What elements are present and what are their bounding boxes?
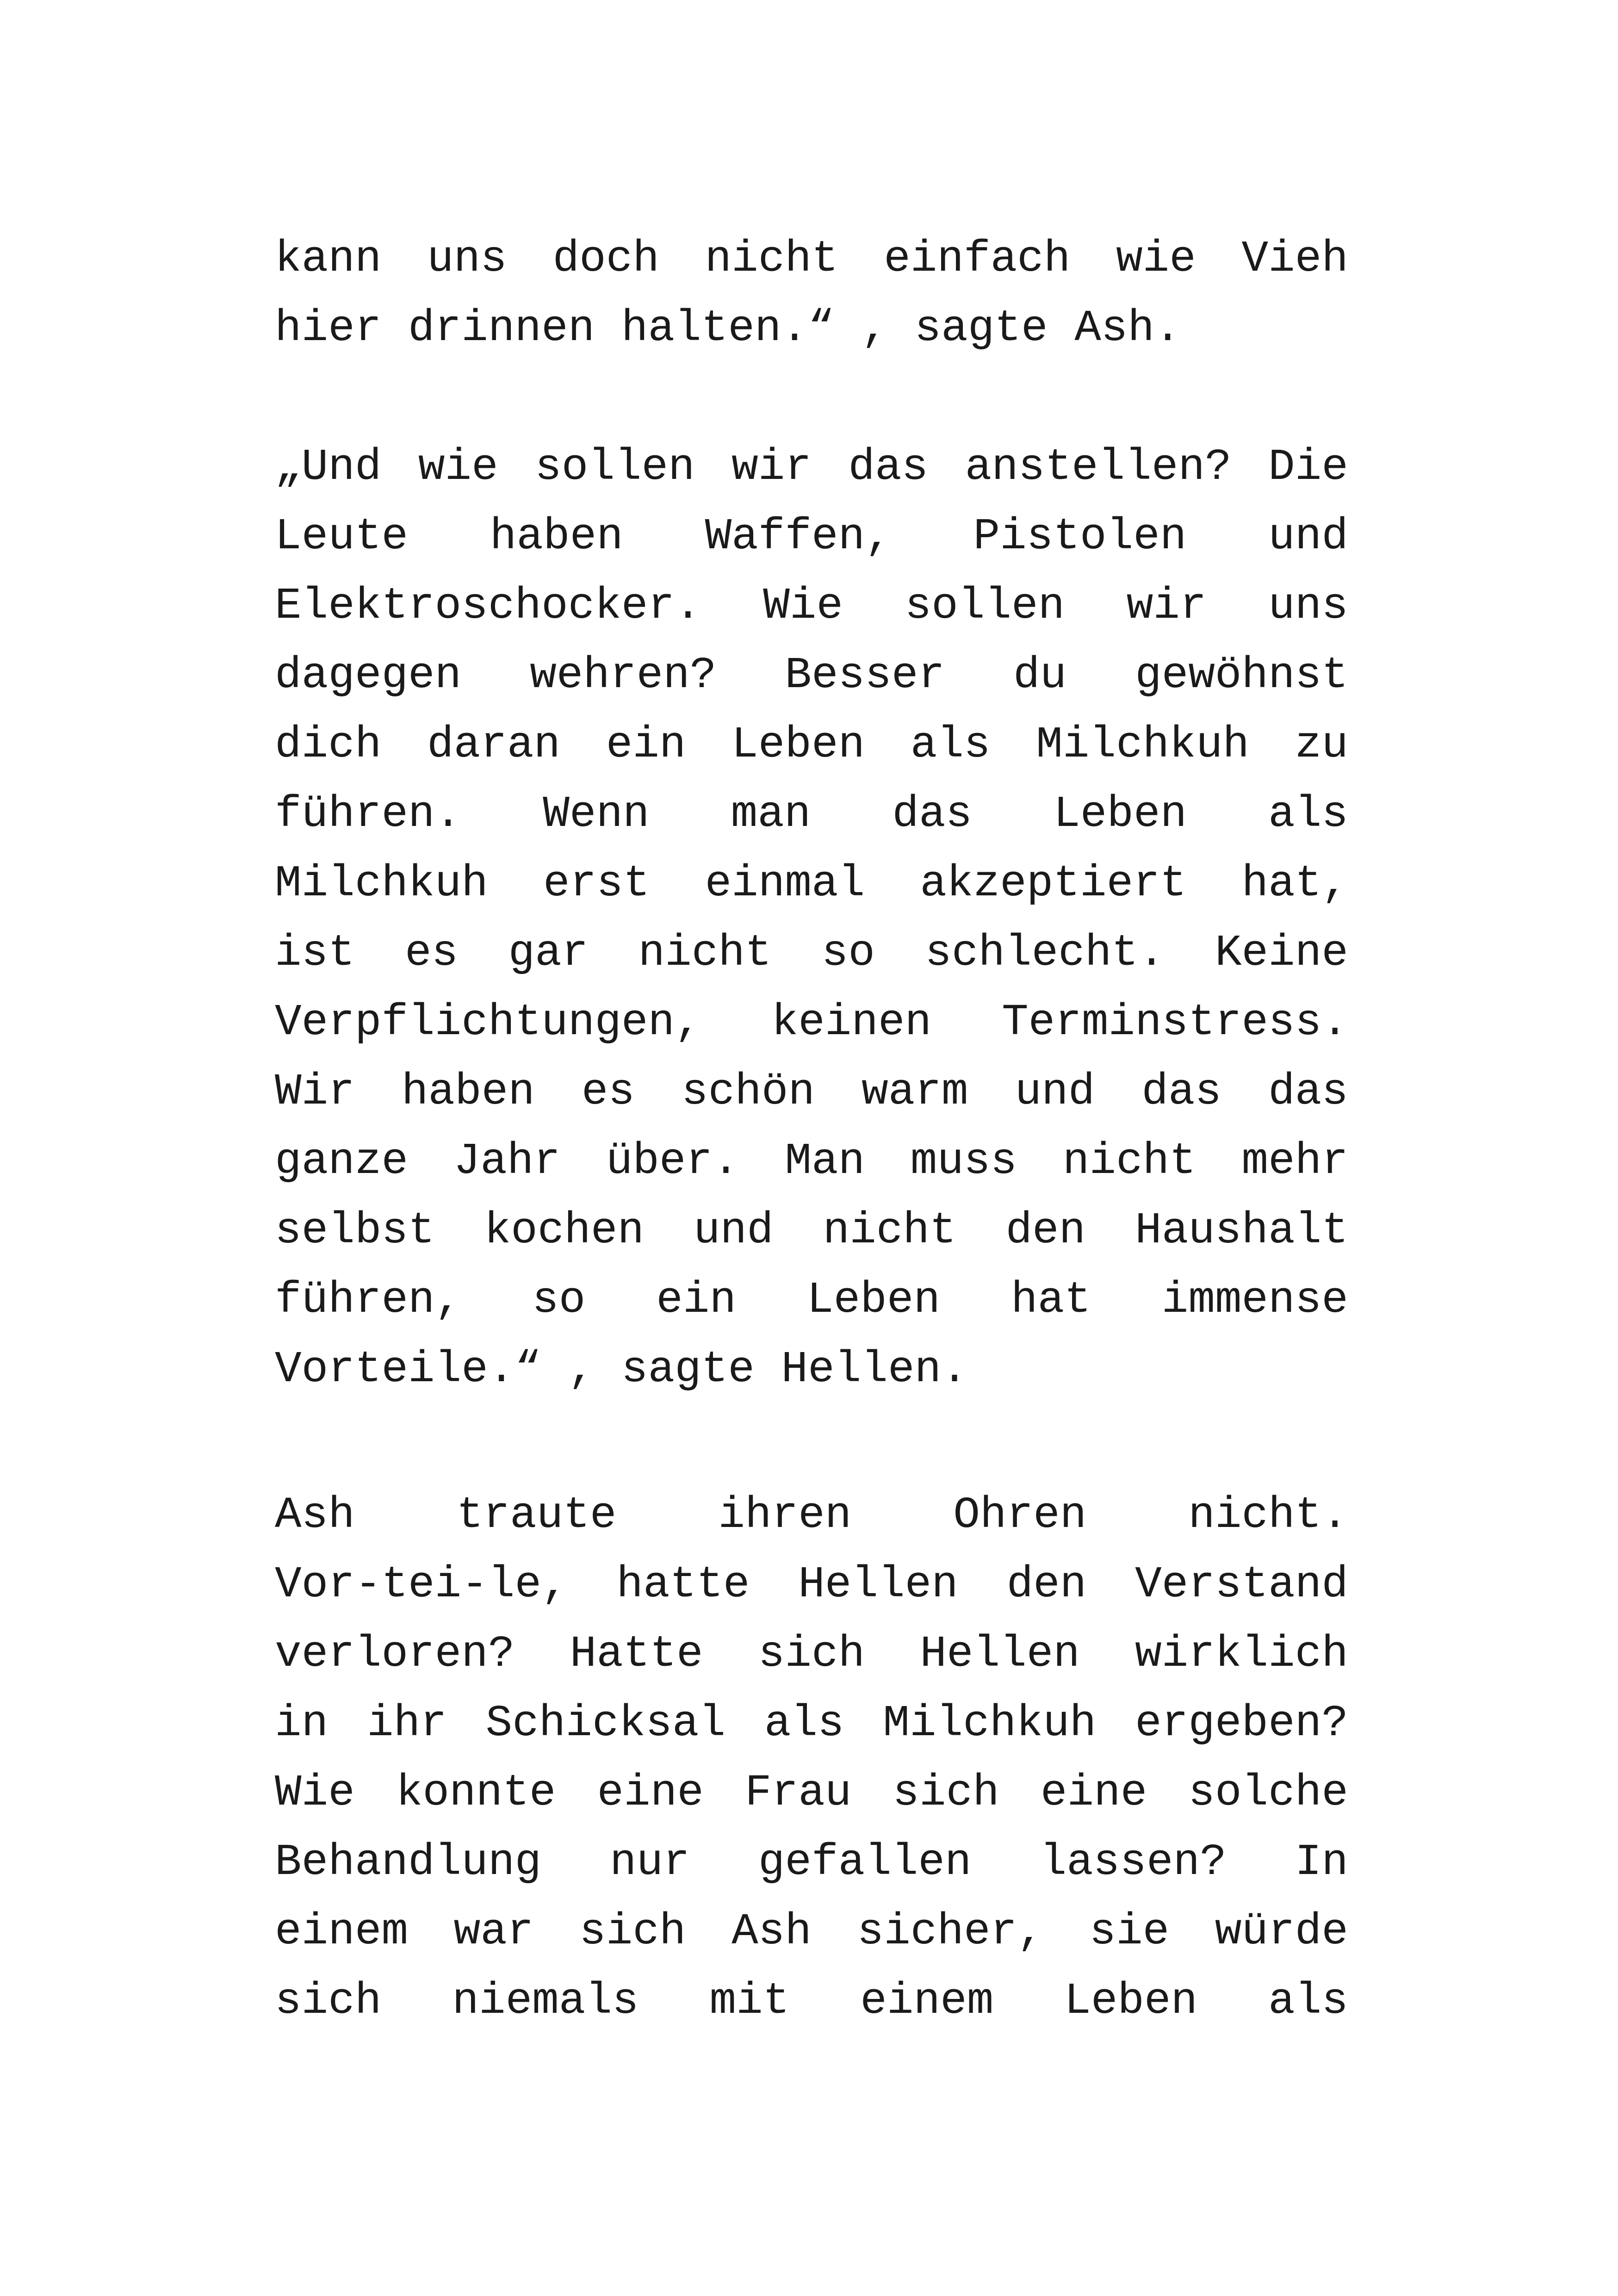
word: uns (1268, 581, 1348, 631)
word: Hellen. (781, 1344, 968, 1395)
text-line (275, 849, 1348, 918)
text-line (275, 1550, 1348, 1620)
word: erst (543, 858, 650, 909)
text-line (275, 224, 1348, 294)
word: du (1013, 650, 1067, 701)
word: Vor-tei-le, (275, 1559, 568, 1610)
word: , (861, 303, 888, 354)
text-line (275, 1620, 1348, 1689)
word: es (405, 928, 459, 978)
word: Hellen (920, 1629, 1080, 1679)
word: Jahr (453, 1136, 561, 1186)
word: Terminstress. (1002, 997, 1348, 1048)
word: als (1268, 789, 1348, 839)
word: Ohren (953, 1490, 1087, 1540)
word: sich (893, 1768, 999, 1818)
word: sie (1089, 1906, 1170, 1957)
word: wehren? (530, 650, 717, 701)
word: einfach (884, 234, 1071, 284)
text-line (275, 780, 1348, 849)
word: nicht (823, 1205, 956, 1256)
word: niemals (452, 1976, 639, 2026)
word: den (1006, 1559, 1087, 1610)
word: in (275, 1698, 329, 1749)
word: man (731, 789, 811, 839)
word: als (1268, 1976, 1348, 2026)
word: das (1141, 1067, 1222, 1117)
word: einmal (705, 858, 865, 909)
word: Milchkuh (883, 1698, 1097, 1749)
word: verloren? (275, 1629, 515, 1679)
word: daran (427, 720, 561, 770)
text-line (275, 1897, 1348, 1967)
word: Wie (275, 1768, 355, 1818)
word: wir (1126, 581, 1207, 631)
word: über. (606, 1136, 739, 1186)
word: nicht. (1188, 1490, 1348, 1540)
word: halten.“ (621, 303, 835, 354)
word: würde (1215, 1906, 1348, 1957)
text-line (275, 502, 1348, 571)
word: anstellen? (965, 442, 1232, 492)
word: Haushalt (1135, 1205, 1348, 1256)
word: so (532, 1275, 586, 1325)
word: sich (275, 1976, 382, 2026)
word: Frau (744, 1768, 852, 1818)
word: als (910, 720, 991, 770)
word: sich (758, 1629, 865, 1679)
word: warm (862, 1067, 968, 1117)
word: gar (508, 928, 589, 978)
word: nicht (705, 234, 838, 284)
word: schön (682, 1067, 815, 1117)
text-line (275, 1266, 1348, 1335)
word: selbst (275, 1205, 435, 1256)
word: ganze (275, 1136, 409, 1186)
text-line (275, 294, 1348, 363)
word: das (848, 442, 929, 492)
word: Leben (807, 1275, 941, 1325)
word: Elektroschocker. (275, 581, 701, 631)
word: sagte (621, 1344, 755, 1395)
word: Wir (275, 1067, 355, 1117)
word: kochen (484, 1205, 645, 1256)
word: Leute (275, 511, 409, 562)
word: Leben (1054, 789, 1187, 839)
word: Besser (785, 650, 945, 701)
word: das (1268, 1067, 1348, 1117)
word: Ash (275, 1490, 355, 1540)
word: ergeben? (1135, 1698, 1348, 1749)
word: haben (490, 511, 623, 562)
word: wie (418, 442, 498, 492)
word: In (1295, 1837, 1348, 1887)
text-line (275, 1196, 1348, 1266)
word: sollen (905, 581, 1065, 631)
word: Pistolen (973, 511, 1187, 562)
word: und (1268, 511, 1348, 562)
text-line (275, 988, 1348, 1057)
word: Leben (1064, 1976, 1198, 2026)
word: den (1005, 1205, 1086, 1256)
word: uns (427, 234, 507, 284)
word: sich (579, 1906, 686, 1957)
word: und (693, 1205, 774, 1256)
word: solche (1188, 1768, 1348, 1818)
word: nicht (638, 928, 772, 978)
word: Wie (763, 581, 843, 631)
word: eine (1040, 1768, 1147, 1818)
word: sagte (914, 303, 1048, 354)
word: wir (732, 442, 812, 492)
paragraph-1 (275, 224, 1348, 363)
word: als (764, 1698, 844, 1749)
text-line (275, 1828, 1348, 1897)
text-line (275, 918, 1348, 988)
word: ihren (718, 1490, 852, 1540)
word: drinnen (408, 303, 595, 354)
word: dagegen (275, 650, 462, 701)
word: nicht (1062, 1136, 1196, 1186)
word: traute (456, 1490, 617, 1540)
word: immense (1161, 1275, 1348, 1325)
word: sollen (535, 442, 695, 492)
word: Die (1268, 442, 1348, 492)
word: keinen (771, 997, 932, 1048)
word: wie (1116, 234, 1196, 284)
word: Behandlung (275, 1837, 542, 1887)
word: mehr (1241, 1136, 1348, 1186)
word: zu (1295, 720, 1348, 770)
word: ihr (366, 1698, 447, 1749)
word: muss (910, 1136, 1017, 1186)
word: , (568, 1344, 595, 1395)
word: Ash. (1074, 303, 1181, 354)
word: gefallen (758, 1837, 972, 1887)
word: wirklich (1135, 1629, 1348, 1679)
word: Hellen (798, 1559, 958, 1610)
word: haben (401, 1067, 535, 1117)
word: Wenn (543, 789, 650, 839)
word: hat, (1241, 858, 1348, 909)
text-line (275, 1481, 1348, 1550)
word: Ash (732, 1906, 812, 1957)
word: das (892, 789, 973, 839)
text-line (275, 571, 1348, 641)
text-line (275, 433, 1348, 502)
paragraph-2 (275, 433, 1348, 1404)
paragraph-3 (275, 1481, 1348, 2036)
word: Leben (732, 720, 865, 770)
word: mit (709, 1976, 790, 2026)
word: Milchkuh (275, 858, 488, 909)
word: Vorteile.“ (275, 1344, 542, 1395)
word: Verstand (1135, 1559, 1348, 1610)
word: Milchkuh (1036, 720, 1250, 770)
word: Schicksal (485, 1698, 726, 1749)
word: hier (275, 303, 382, 354)
text-line (275, 1689, 1348, 1758)
word: schlecht. (925, 928, 1165, 978)
text-line (275, 1967, 1348, 2036)
word: Vieh (1241, 234, 1348, 284)
text-line (275, 710, 1348, 780)
word: Hatte (570, 1629, 703, 1679)
word: „Und (275, 442, 382, 492)
word: hat (1010, 1275, 1091, 1325)
text-line (275, 1127, 1348, 1196)
word: gewöhnst (1135, 650, 1348, 701)
word: sicher, (857, 1906, 1044, 1957)
word: ist (275, 928, 355, 978)
word: kann (275, 234, 382, 284)
text-line (275, 1335, 1348, 1404)
word: es (581, 1067, 635, 1117)
text-line (275, 641, 1348, 710)
word: Keine (1215, 928, 1348, 978)
word: konnte (396, 1768, 556, 1818)
word: eine (597, 1768, 704, 1818)
word: Man (785, 1136, 865, 1186)
word: Waffen, (705, 511, 892, 562)
word: und (1015, 1067, 1095, 1117)
word: ein (606, 720, 686, 770)
word: führen, (275, 1275, 462, 1325)
word: war (453, 1906, 534, 1957)
word: hatte (616, 1559, 750, 1610)
text-line (275, 1758, 1348, 1828)
word: nur (610, 1837, 690, 1887)
word: einem (860, 1976, 994, 2026)
word: akzeptiert (920, 858, 1187, 909)
word: einem (275, 1906, 409, 1957)
word: doch (552, 234, 659, 284)
word: führen. (275, 789, 462, 839)
word: ein (656, 1275, 737, 1325)
word: so (821, 928, 875, 978)
word: lassen? (1040, 1837, 1227, 1887)
text-line (275, 1057, 1348, 1127)
word: dich (275, 720, 382, 770)
word: Verpflichtungen, (275, 997, 701, 1048)
